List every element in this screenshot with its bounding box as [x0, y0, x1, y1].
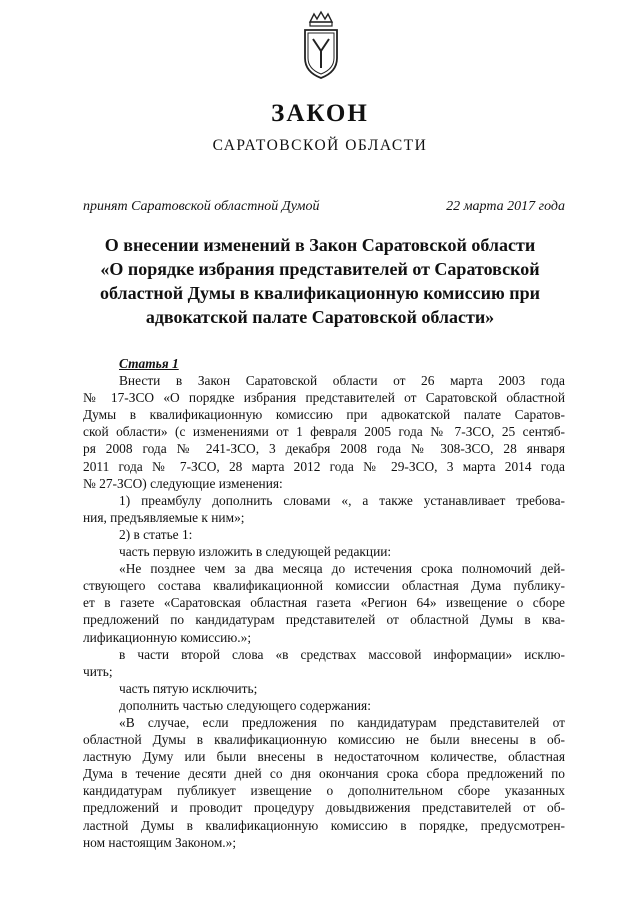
article-paragraph: [83, 697, 565, 714]
article-heading: Статья 1: [119, 356, 179, 371]
document-title-line: «О порядке избрания представителей от Саратовской: [100, 259, 540, 279]
paragraph-line: «В случае, если предложения по кандидатурам представителей от: [119, 714, 565, 730]
paragraph-line: № 17-ЗСО «О порядке избрания представителей от Саратовской областной: [83, 390, 565, 406]
paragraph-line: 2011 года № 7-ЗСО, 28 марта 2012 года № 29-ЗСО, 3 марта 2014 года: [83, 458, 565, 474]
document-body: [83, 355, 565, 851]
article-paragraphs: [83, 372, 565, 851]
document-title-line: областной Думы в квалификационную комиссию при: [99, 283, 541, 303]
article-paragraph: [83, 680, 565, 697]
paragraph-line: часть пятую исключить;: [119, 680, 258, 696]
paragraph-line: 1) преамбулу дополнить словами «, а также устанавливает требова-: [119, 492, 565, 508]
paragraph-line: часть первую изложить в следующей редакции:: [119, 544, 392, 560]
paragraph-line: предложений и проводит процедуру довыдвижения представителей от об-: [83, 800, 565, 816]
paragraph-line: ствующего состава квалификационной комиссии областная Дума публику-: [83, 578, 565, 594]
article-paragraph: [83, 492, 565, 526]
paragraph-line: Думы в квалификационную комиссию при адвокатской палате Саратов-: [83, 407, 565, 423]
paragraph-line: ластную Думу или были внесены в недостаточном количестве, областная: [83, 749, 565, 765]
paragraph-line: в части второй слова «в средствах массовой информации» исклю-: [119, 646, 565, 662]
paragraph-line: 2) в статье 1:: [119, 526, 193, 542]
document-title: [60, 233, 580, 329]
paragraph-line: лификационную комиссию.»;: [83, 629, 252, 645]
paragraph-line: ской области» (с изменениями от 1 февраля 2005 года № 7-ЗСО, 25 сентяб-: [83, 424, 565, 440]
paragraph-line: кандидатурам публикует извещение о дополнительном сборе указанных: [83, 783, 565, 799]
adoption-date: 22 марта 2017 года: [446, 199, 565, 214]
article-paragraph: [83, 372, 565, 492]
paragraph-line: ластной Думы в квалификационную комиссию в порядке, предусмотрен-: [83, 817, 565, 833]
paragraph-line: ния, предъявляемые к ним»;: [83, 509, 245, 525]
article-paragraph: [83, 560, 565, 645]
paragraph-line: дополнить частью следующего содержания:: [119, 697, 371, 713]
paragraph-line: ря 2008 года № 241-ЗСО, 3 декабря 2008 года № 308-ЗСО, 28 января: [83, 441, 565, 457]
paragraph-line: чить;: [83, 663, 113, 679]
adopted-by: принят Саратовской областной Думой: [83, 199, 320, 214]
article-paragraph: [83, 543, 565, 560]
paragraph-line: Внести в Закон Саратовской области от 26 марта 2003 года: [119, 373, 565, 389]
paragraph-line: областной Думы в квалификационную комиссию не были внесены в об-: [83, 732, 565, 748]
article-paragraph: [83, 526, 565, 543]
paragraph-line: № 27-ЗСО) следующие изменения:: [83, 475, 283, 491]
article-paragraph: [83, 714, 565, 851]
paragraph-line: предложений по кандидатурам представителей от областной Думы в ква-: [83, 612, 565, 628]
document-title-line: О внесении изменений в Закон Саратовской области: [104, 235, 536, 255]
law-title: ЗАКОН: [271, 100, 369, 127]
region-subtitle: САРАТОВСКОЙ ОБЛАСТИ: [212, 137, 428, 154]
saratov-coat-of-arms-icon: [300, 10, 342, 80]
paragraph-line: ном настоящим Законом.»;: [83, 834, 237, 850]
article-paragraph: [83, 646, 565, 680]
paragraph-line: Дума в течение десяти дней со дня окончания срока сбора предложений по: [83, 766, 565, 782]
paragraph-line: «Не позднее чем за два месяца до истечения срока полномочий дей-: [119, 561, 565, 577]
paragraph-line: ет в газете «Саратовская областная газета «Регион 64» извещение о сборе: [83, 595, 565, 611]
document-title-line: адвокатской палате Саратовской области»: [145, 307, 495, 327]
